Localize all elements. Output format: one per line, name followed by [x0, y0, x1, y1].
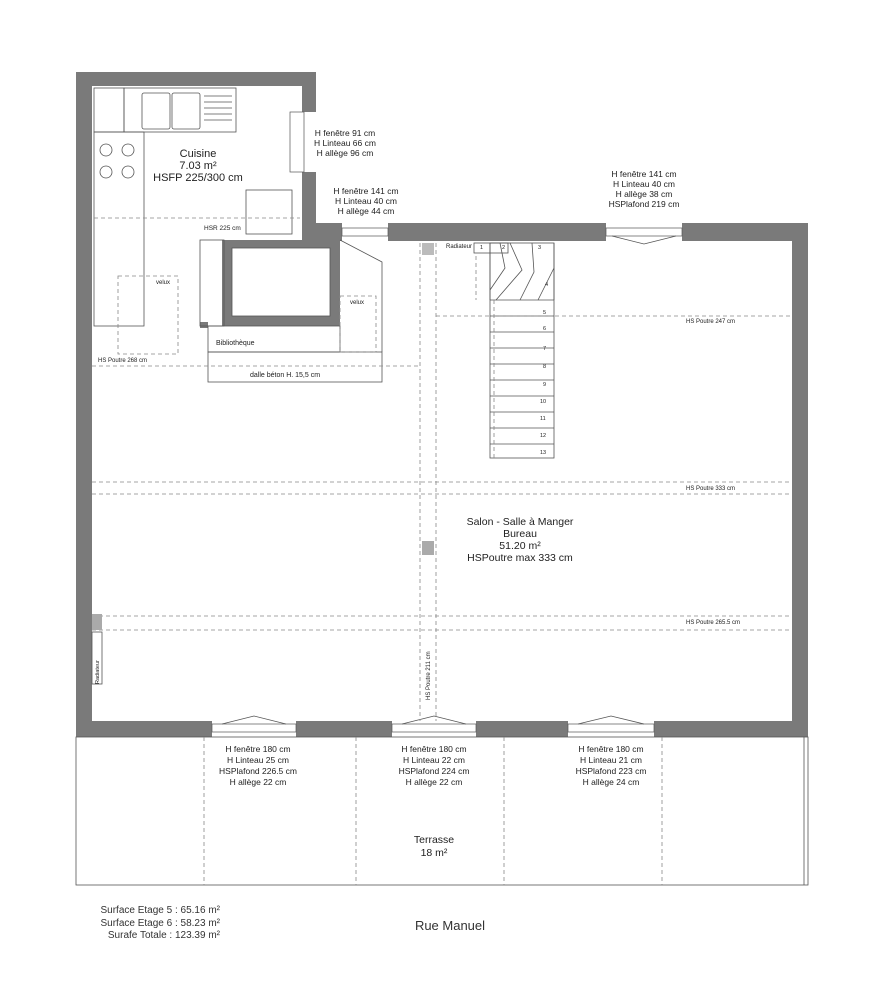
br-window-h: H fenêtre 180 cm	[578, 744, 644, 754]
beam-vertical-label: HS Poutre 211 cm	[426, 651, 432, 700]
bl-window-allege: H allège 22 cm	[229, 777, 287, 787]
bl-window-linteau: H Linteau 25 cm	[227, 755, 289, 765]
bibliotheque-label: Bibliothèque	[216, 340, 255, 347]
staircase	[474, 243, 554, 458]
kitchen-name: Cuisine	[179, 148, 217, 160]
kitchen-window	[290, 112, 304, 172]
tr-window-linteau: H Linteau 40 cm	[613, 179, 675, 189]
br-window-linteau: H Linteau 21 cm	[580, 755, 642, 765]
bm-window-linteau: H Linteau 22 cm	[403, 755, 465, 765]
step-number: 6	[543, 326, 547, 332]
bm-window-h: H fenêtre 180 cm	[401, 744, 467, 754]
kitchen-area: 7.03 m²	[179, 160, 217, 172]
step-number: 4	[545, 282, 549, 288]
radiateur-top-label: Radiateur	[446, 244, 473, 250]
beams	[92, 243, 792, 721]
step-number: 5	[543, 310, 547, 316]
step-number: 1	[480, 245, 484, 251]
velux-label-left: velux	[156, 280, 171, 286]
living-name: Salon - Salle à Manger	[466, 516, 574, 528]
step-number: 2	[502, 245, 506, 251]
step-number: 8	[543, 364, 547, 370]
step-number: 11	[540, 416, 546, 422]
dalle-label: dalle béton H. 15,5 cm	[250, 372, 321, 379]
br-window-allege: H allège 24 cm	[582, 777, 640, 787]
bl-window-plafond: HSPlafond 226.5 cm	[219, 766, 297, 776]
beam-333-label: HS Poutre 333 cm	[686, 486, 736, 492]
bm-window-plafond: HSPlafond 224 cm	[398, 766, 470, 776]
beam-left-label: HS Poutre 268 cm	[98, 358, 148, 364]
living-height: HSPoutre max 333 cm	[467, 552, 573, 564]
hsr-label: HSR 225 cm	[204, 225, 241, 232]
step-number: 13	[540, 450, 547, 456]
living-name2: Bureau	[503, 528, 537, 540]
surface-totale: Surafe Totale : 123.39 m²	[107, 930, 220, 941]
terrace-area: 18 m²	[420, 847, 448, 859]
beam-265-label: HS Poutre 265.5 cm	[686, 620, 741, 626]
kitchen-window-h: H fenêtre 91 cm	[314, 128, 376, 138]
kitchen-window-allege: H allège 96 cm	[316, 148, 374, 158]
br-window-plafond: HSPlafond 223 cm	[575, 766, 647, 776]
kitchen-window-linteau: H Linteau 66 cm	[314, 138, 376, 148]
bottom-right-window	[568, 724, 654, 732]
radiateur-left-label: Radiateur	[95, 660, 101, 684]
step-number: 7	[543, 346, 547, 352]
step-number: 3	[538, 245, 542, 251]
street-name: Rue Manuel	[414, 918, 486, 933]
surface-summary	[60, 905, 220, 943]
top-right-window	[606, 228, 682, 236]
bm-window-allege: H allège 22 cm	[405, 777, 463, 787]
stair-window-linteau: H Linteau 40 cm	[335, 196, 397, 206]
stair-window-allege: H allège 44 cm	[337, 206, 395, 216]
beam-247-label: HS Poutre 247 cm	[686, 319, 736, 325]
bottom-mid-window	[392, 724, 476, 732]
velux-label-right: velux	[350, 300, 365, 306]
terrace-name: Terrasse	[413, 834, 455, 846]
step-number: 10	[540, 399, 547, 405]
stair-window	[342, 228, 388, 236]
tr-window-h: H fenêtre 141 cm	[611, 169, 677, 179]
bottom-left-window	[212, 724, 296, 732]
step-number: 9	[543, 382, 547, 388]
step-number: 12	[540, 433, 547, 439]
tr-window-plafond: HSPlafond 219 cm	[608, 199, 680, 209]
tr-window-allege: H allège 38 cm	[615, 189, 673, 199]
stair-window-h: H fenêtre 141 cm	[333, 186, 399, 196]
living-area: 51.20 m²	[499, 540, 541, 552]
surface-etage-6: Surface Etage 6 : 58.23 m²	[100, 917, 220, 929]
surface-etage-5: Surface Etage 5 : 65.16 m²	[100, 905, 220, 916]
kitchen-height: HSFP 225/300 cm	[153, 172, 243, 184]
bl-window-h: H fenêtre 180 cm	[225, 744, 291, 754]
